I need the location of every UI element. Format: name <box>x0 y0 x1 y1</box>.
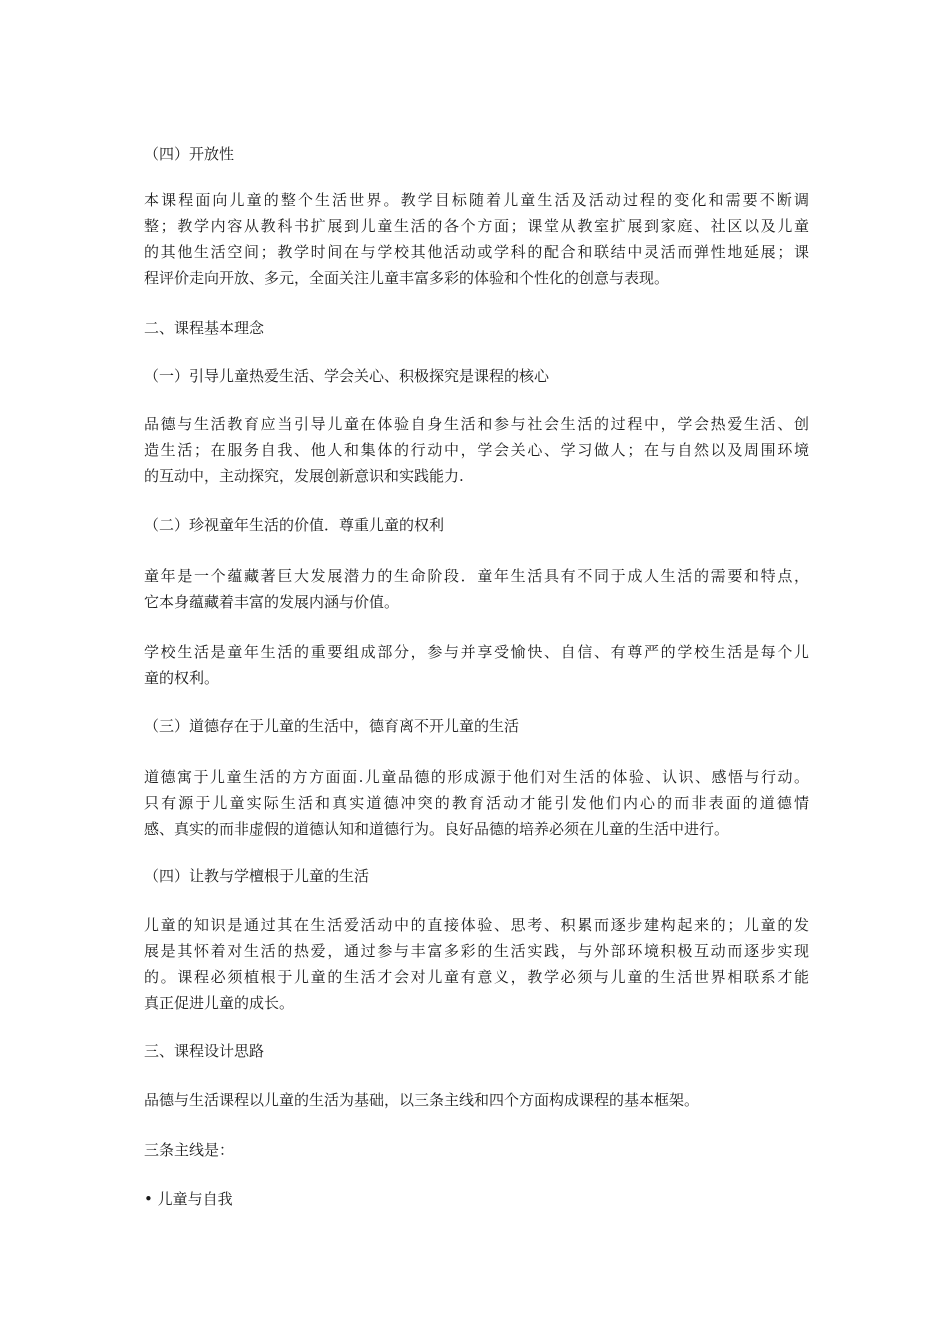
paragraph-line: 整；教学内容从教科书扩展到儿童生活的各个方面；课堂从教室扩展到家庭、社区以及儿童 <box>144 217 809 235</box>
subsection-heading-3: （三）道德存在于儿童的生活中，德育离不开儿童的生活 <box>144 717 520 735</box>
subsection-heading-4: （四）让教与学檀根于儿童的生活 <box>144 867 370 885</box>
part-two-heading: 二、课程基本理念 <box>144 319 265 337</box>
main-lines-label: 三条主线是： <box>144 1141 235 1159</box>
paragraph-line: 展是其怀着对生活的热爱，通过参与丰富多彩的生活实践，与外部环境积极互动而逐步实现 <box>144 942 809 960</box>
paragraph-line: 造生活；在服务自我、他人和集体的行动中，学会关心、学习做人；在与自然以及周围环境 <box>144 441 809 459</box>
paragraph-line: 感、真实的而非虚假的道德认知和道德行为。良好品德的培养必须在儿童的生活中进行。 <box>144 820 730 838</box>
paragraph-line: 本课程面向儿童的整个生活世界。教学目标随着儿童生活及活动过程的变化和需要不断调 <box>144 191 809 209</box>
paragraph-line: 童的权利。 <box>144 669 220 687</box>
paragraph-line: 儿童的知识是通过其在生活爱活动中的直接体验、思考、积累而逐步建构起来的；儿童的发 <box>144 916 809 934</box>
paragraph-line: 的其他生活空间；教学时间在与学校其他活动或学科的配合和联结中灵活而弹性地延展；课 <box>144 243 809 261</box>
paragraph-line: 童年是一个蕴藏著巨大发展潜力的生命阶段．童年生活具有不同于成人生活的需要和特点， <box>144 567 809 585</box>
paragraph-line: 品德与生活教育应当引导儿童在体验自身生活和参与社会生活的过程中，学会热爱生活、创 <box>144 415 809 433</box>
paragraph-line: 道德寓于儿童生活的方方面面.儿童品德的形成源于他们对生活的体验、认识、感悟与行动。 <box>144 768 809 786</box>
paragraph-line: 的。课程必须植根于儿童的生活才会对儿童有意义，教学必须与儿童的生活世界相联系才能 <box>144 968 809 986</box>
subsection-heading-2: （二）珍视童年生活的价值．尊重儿童的权利 <box>144 516 445 534</box>
paragraph-line: 的互动中，主动探究，发展创新意识和实践能力. <box>144 467 464 485</box>
paragraph-line: 真正促进儿童的成长。 <box>144 994 295 1012</box>
section-heading-openness: （四）开放性 <box>144 145 235 163</box>
paragraph-line: 程评价走向开放、多元，全面关注儿童丰富多彩的体验和个性化的创意与表现。 <box>144 269 670 287</box>
paragraph-line: 学校生活是童年生活的重要组成部分，参与并享受愉快、自信、有尊严的学校生活是每个儿 <box>144 643 809 661</box>
paragraph-line: 它本身蕴藏着丰富的发展内涵与价值。 <box>144 593 400 611</box>
part-three-heading: 三、课程设计思路 <box>144 1042 265 1060</box>
paragraph-line: 只有源于儿童实际生活和真实道德冲突的教育活动才能引发他们内心的而非表面的道德情 <box>144 794 809 812</box>
subsection-heading-1: （一）引导儿童热爱生活、学会关心、积极探究是课程的核心 <box>144 367 550 385</box>
paragraph-line: 品德与生活课程以儿童的生活为基础，以三条主线和四个方面构成课程的基本框架。 <box>144 1091 700 1109</box>
list-item: • 儿童与自我 <box>144 1190 233 1208</box>
